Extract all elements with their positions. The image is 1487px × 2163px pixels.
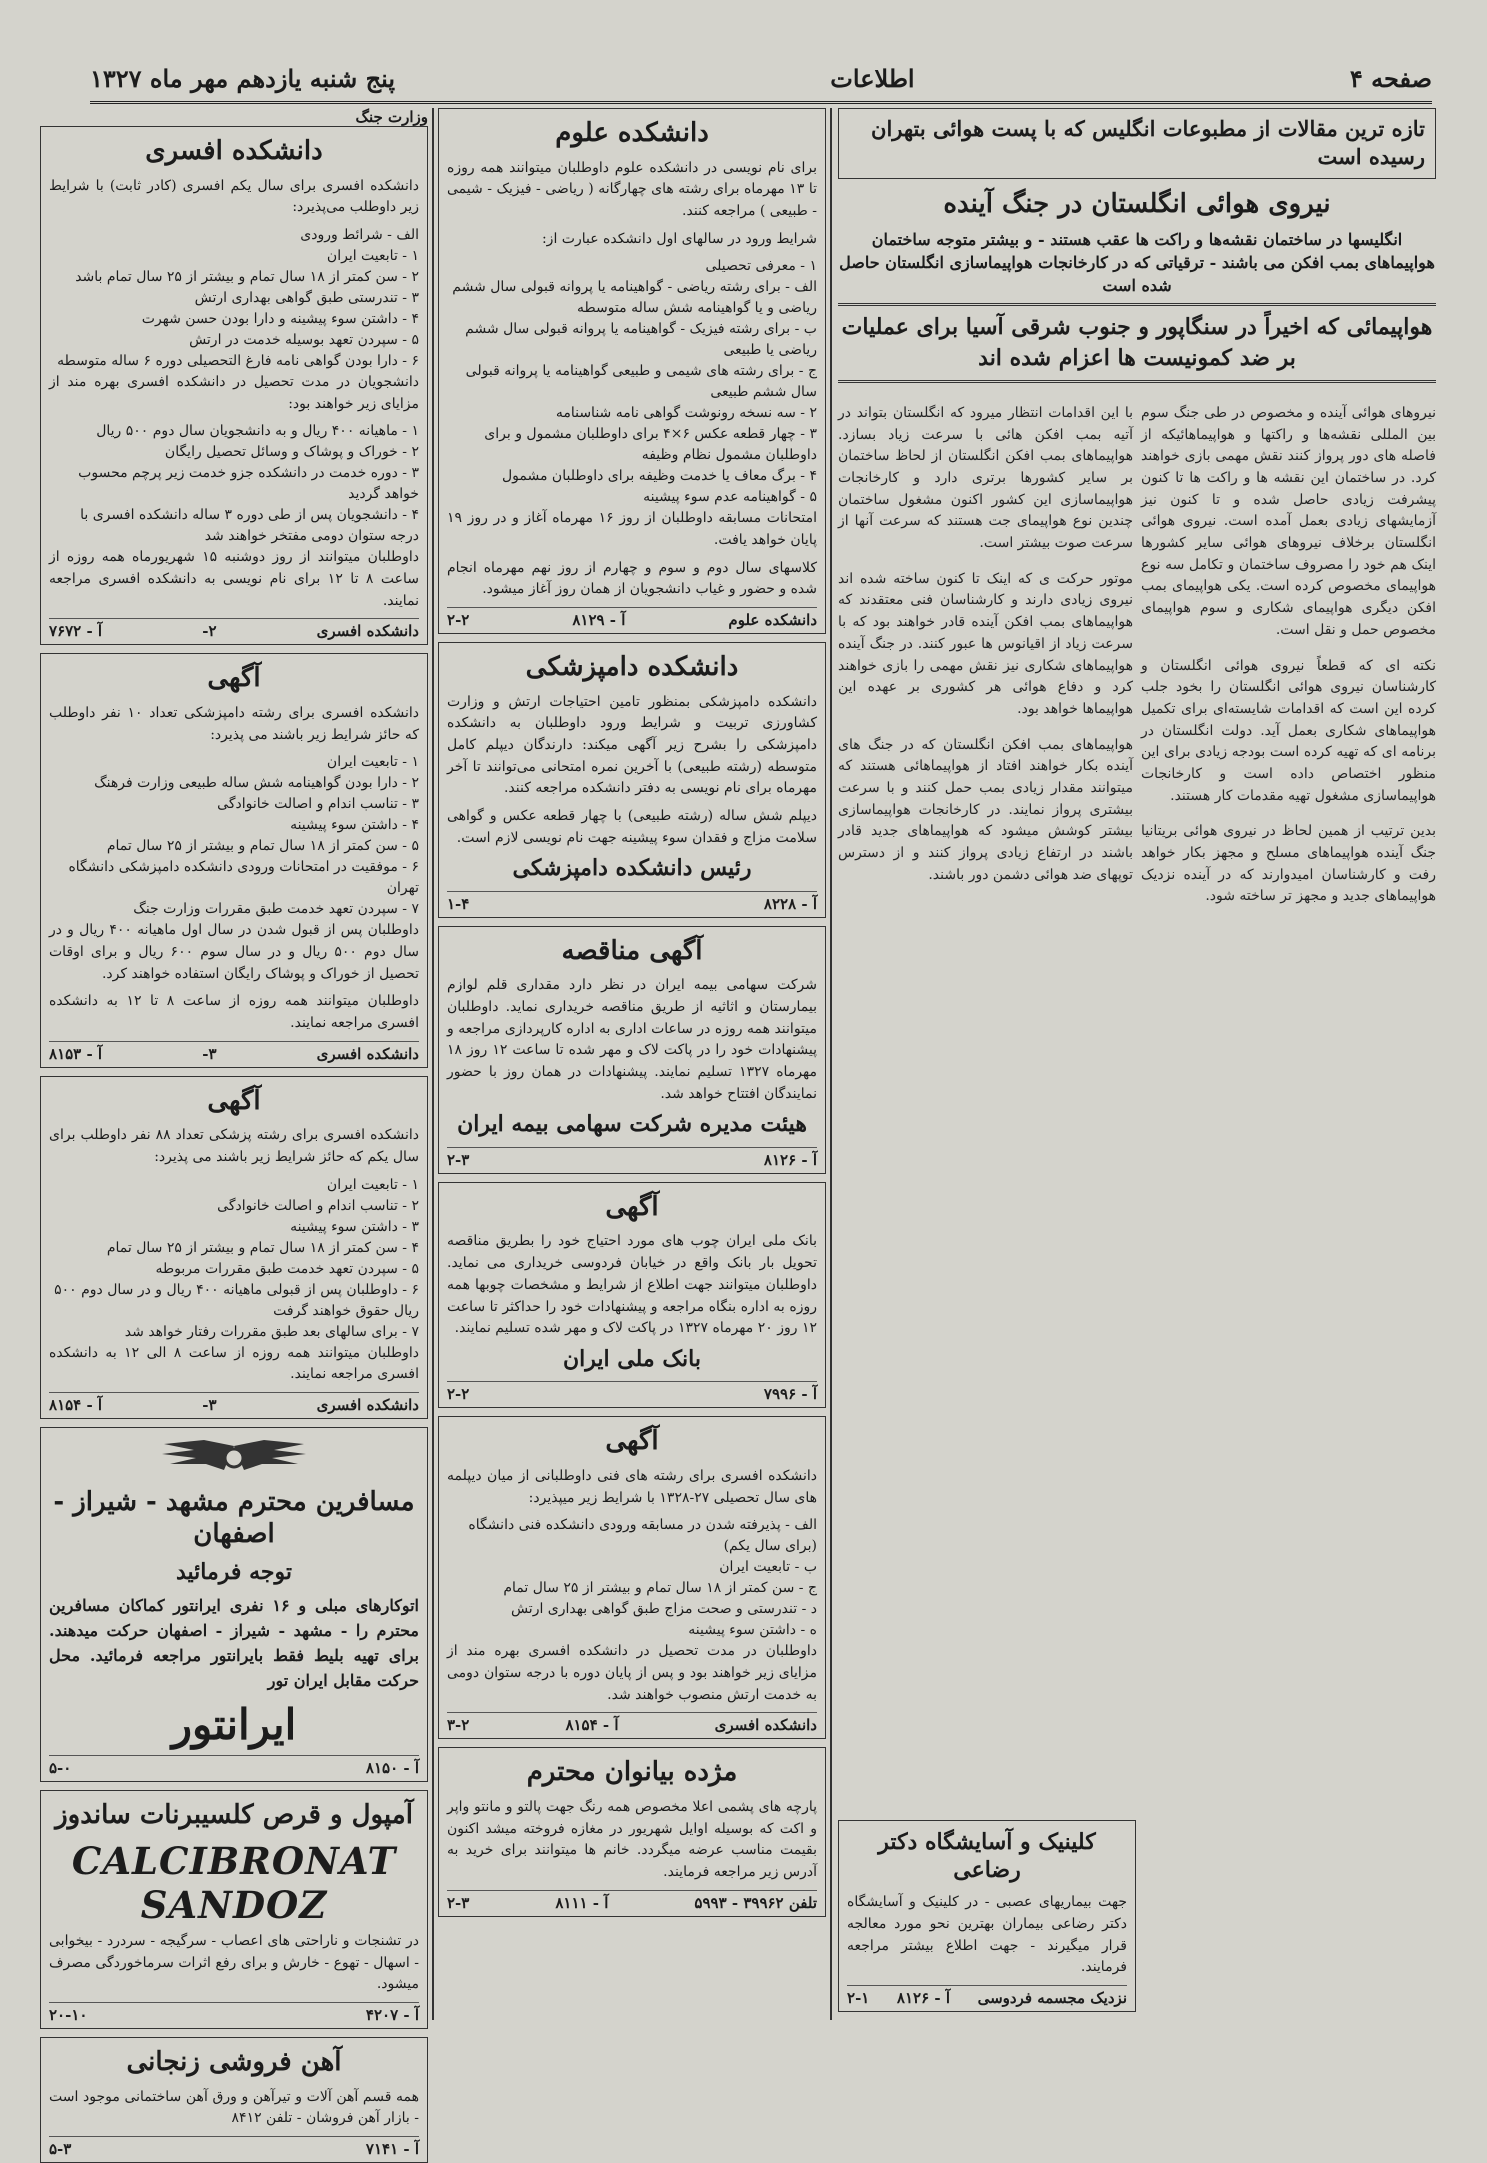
officer-mid-sign: دانشکده افسری [714, 1716, 817, 1735]
list-item: ۲ - سه نسخه رونوشت گواهی نامه شناسنامه [555, 405, 817, 422]
congrats-code: آ - ۸۱۱۱ [555, 1893, 609, 1912]
notice2-title: آگهی [207, 1085, 261, 1116]
science-school-note: کلاسهای سال دوم و سوم و چهارم از روز نهم مهرماه انجام شده و حضور و غیاب دانشجویان از همان روز آغاز میشود. [447, 559, 817, 598]
list-item: ۲ - تناسب اندام و اصالت خانوادگی [217, 1197, 419, 1214]
column-rule [432, 108, 434, 2020]
list-item: ۴ - برگ معاف یا خدمت وظیفه برای داوطلبان مشمول [501, 468, 817, 485]
divider [838, 380, 1436, 383]
list-item: ۶ - دارا بودن گواهی نامه فارغ التحصیلی دوره ۶ ساله متوسطه [57, 352, 419, 369]
congrats-footer [447, 1890, 817, 1912]
ministry-label: وزارت جنگ [355, 108, 428, 126]
clinic-ad-footer [847, 1985, 1127, 2007]
iranitour-brand: ایرانتور [171, 1699, 297, 1749]
notice1-tag: ۳- [202, 1044, 217, 1063]
list-item: ۶ - داوطلبان پس از قبولی ماهیانه ۴۰۰ ریال و در سال دوم ۵۰۰ ریال حقوق خواهند گرفت [54, 1281, 419, 1319]
tender-footer [447, 1147, 817, 1169]
clinic-ad-body: جهت بیماریهای عصبی - در کلینیک و آسایشگاه دکتر رضاعی بیماران بهترین نحو مورد معالجه قرار میگیرند - جهت اطلاع بیشتر مراجعه فرمایند. [847, 1894, 1127, 1976]
congrats-tag: ۲-۳ [447, 1893, 470, 1912]
tender-body: شرکت سهامی بیمه ایران در نظر دارد مقداری قلم لوازم بیمارستان و اثاثیه از طریق مناقصه خریداری نماید. داوطلبان میتوانند همه روزه در ساعات اداری به اداره کارپردازی مراجعه و پیشنهادات خود را در پاکت لاک و مهر شده تا ساعت ۱۲ روز ۱۸ مهرماه ۱۳۲۷ تسلیم نمایند. پیشنهادات در همان روز با حضور نمایندگان افتتاح خواهد شد. [447, 977, 818, 1102]
list-item: ۵ - سپردن تعهد بوسیله خدمت در ارتش [189, 331, 419, 348]
calcibronat-tag: ۲۰-۱۰ [49, 2006, 88, 2025]
iron-body: همه قسم آهن آلات و تیرآهن و ورق آهن ساختمانی موجود است - بازار آهن فروشان - تلفن ۸۴۱۲ [49, 2088, 419, 2127]
officer-mid-title: آگهی [605, 1426, 659, 1457]
officer-mid-tag: ۳-۲ [447, 1716, 470, 1735]
article-subhead: انگلیسها در ساختمان نقشه‌ها و راکت ها عقب هستند - و بیشتر متوجه ساختمان هواپیماهای بمب افکن می باشند - ترقیاتی که در کارخانجات هواپیماسازی انگلستان حاصل شده است [839, 229, 1435, 296]
list-item: ۳ - تناسب اندام و اصالت خانوادگی [217, 796, 419, 813]
travel-subtitle: توجه فرمائید [176, 1558, 292, 1585]
article-kicker: تازه ترین مقالات از مطبوعات انگلیس که با پست هوائی بتهران رسیده است [838, 108, 1436, 179]
list-item: ۷ - سپردن تعهد خدمت طبق مقررات وزارت جنگ [133, 901, 419, 918]
clinic-ad-address: نزدیک مجسمه فردوسی [977, 1989, 1127, 2007]
notice2-footer [49, 1392, 419, 1414]
calcibronat-title: آمپول و قرص کلسیبرنات ساندوز [55, 1799, 413, 1830]
officer-mid-body: دانشکده افسری برای رشته های فنی داوطلبانی از میان دیپلمه های سال تحصیلی ۲۷-۱۳۲۸ با شرایط زیر میپذیرد: [447, 1467, 817, 1506]
science-school-ad [438, 108, 826, 634]
travel-ad [40, 1427, 428, 1782]
science-school-footer [447, 607, 817, 629]
notice1-code: آ - ۸۱۵۳ [49, 1044, 103, 1063]
page-header [90, 55, 1432, 104]
science-school-conditions-title: شرایط ورود در سالهای اول دانشکده عبارت از: [541, 230, 817, 247]
article-headline: نیروی هوائی انگلستان در جنگ آینده [943, 188, 1331, 219]
vet-school-body: دانشکده دامپزشکی بمنظور تامین احتیاجات ارتش و وزارت کشاورزی تربیت و شرایط ورود داوطلبان به دانشکده دامپزشکی را بشرح زیر آگهی میکند: دارندگان دیپلم کامل متوسطه (رشته طبیعی) با آخرین نمره امتحانی می‌توانند تا آخر مهرماه برای نام نویسی به دفتر دانشکده مراجعه کنند. [447, 693, 817, 797]
clinic-ad-title: کلینیک و آسایشگاه دکتر رضاعی [878, 1829, 1096, 1883]
list-item: ه - داشتن سوء پیشینه [688, 1622, 817, 1639]
officer-mid-body2: داوطلبان در مدت تحصیل در دانشکده افسری بهره مند از مزایای زیر خواهند بود و پس از پایان دوره با درجه ستوان دومی به خدمت ارتش منصوب خواهند شد. [447, 1643, 817, 1703]
list-item: ۱ - معرفی تحصیلی [705, 258, 817, 275]
list-item: ۲ - سن کمتر از ۱۸ سال تمام و بیشتر از ۲۵ سال تمام باشد [75, 268, 419, 285]
officer-school-body2: دانشجویان در مدت تحصیل در دانشکده افسری بهره مند از مزایای زیر خواهند بود: [49, 373, 419, 412]
tender-tag: ۲-۳ [447, 1150, 470, 1169]
list-item: ج - سن کمتر از ۱۸ سال تمام و بیشتر از ۲۵ سال تمام [503, 1580, 817, 1597]
travel-footer [49, 1755, 419, 1777]
article-paragraph: هواپیماهای بمب افکن انگلستان که در جنگ های آینده بکار خواهند افتاد از هواپیماهائی هستند که میتوانند مقدار زیادی بمب حمل کنند و با سرعت بیشتری پرواز نمایند. در کارخانجات هواپیماسازی بیشتر کوشش میشود که هواپیماهای جدید قادر باشند در ارتفاع زیادی پرواز کنند و از دسترس توپهای ضد هوائی دشمن دور باشند. [838, 736, 1133, 883]
officer-mid-code: آ - ۸۱۵۴ [565, 1716, 619, 1735]
vet-school-sign: رئیس دانشکده دامپزشکی [512, 855, 752, 882]
list-item: ب - برای رشته فیزیک - گواهینامه یا پروانه قبولی سال ششم ریاضی یا طبیعی [465, 321, 817, 359]
list-item: ۵ - سن کمتر از ۱۸ سال تمام و بیشتر از ۲۵ سال تمام [106, 838, 419, 855]
article-paragraph: موتور حرکت ی که اینک تا کنون ساخته شده اند نیروی زیادی دارند و کارشناسان فنی معتقدند که هواپیماهای بمب افکن آینده قادر خواهند بود که با سرعت زیاد از اقیانوس ها عبور کنند. در جنگ آینده هواپیماهای شکاری نیز نقش مهمی را بازی خواهند کرد و دفاع هوائی هر کشوری بر عهده این هواپیماها خواهد بود. [838, 570, 1133, 717]
travel-title: مسافرین محترم مشهد - شیراز - اصفهان [53, 1486, 415, 1550]
congrats-body: پارچه های پشمی اعلا مخصوص همه رنگ جهت پالتو و مانتو واپر و اکت که بوسیله اوایل شهریور در مغازه فروخته میشد اکنون بقیمت مناسب عرضه میگردد. خانم ها میتوانند برای خرید به آدرس زیر مراجعه فرمایند. [447, 1798, 817, 1880]
travel-code: آ - ۸۱۵۰ [365, 1758, 419, 1777]
article-column [1141, 389, 1436, 922]
iron-ad [40, 2037, 428, 2163]
bank-ad-code: آ - ۷۹۹۶ [763, 1385, 817, 1404]
divider [838, 303, 1436, 306]
article-paragraph: با این اقدامات انتظار میرود که انگلستان بتواند در آتیه بمب افکن هائی با سرعت زیاد بسازد. هواپیماهای بمب افکن انگلستان از لحاظ ساختمان بر سایر کشورها برتری دارد و کارخانجات هواپیماسازی این کشور اکنون مشغول ساختمان چندین نوع هواپیمای جت هستند که سرعت آنها از سرعت صوت بیشتر است. [838, 404, 1133, 552]
list-item: ۳ - دوره خدمت در دانشکده جزو خدمت زیر پرچم محسوب خواهد گردید [78, 465, 419, 503]
middle-column [438, 108, 826, 2020]
list-item: ۲ - دارا بودن گواهینامه شش ساله طبیعی وزارت فرهنگ [94, 775, 419, 792]
calcibronat-latin: CALCIBRONAT SANDOZ [71, 1839, 397, 1928]
notice1-body3: داوطلبان میتوانند همه روزه از ساعت ۸ تا ۱۲ به دانشکده افسری مراجعه نمایند. [49, 993, 419, 1031]
list-item: ب - تابعیت ایران [719, 1559, 817, 1576]
paper-name: اطلاعات [830, 63, 915, 93]
tender-ad [438, 926, 826, 1174]
congrats-title: مژده بیانوان محترم [526, 1757, 738, 1788]
officer-school-subhead: الف - شرائط ورودی [300, 226, 419, 243]
notice1-ad [40, 653, 428, 1067]
article-paragraph: نکته ای که قطعاً نیروی هوائی انگلستان و کارشناسان نیروی هوائی انگلستان را بخود جلب کرده این است که اقدامات شایسته‌ای برای تکمیل هواپیماهای شکاری بعمل آید. دولت انگلستان در برنامه ای که تهیه کرده است بودجه زیادی برای این منظور اختصاص داده است و کارخانجات هواپیماسازی مشغول تهیه مقدمات کار هستند. [1141, 657, 1436, 804]
science-school-sign: دانشکده علوم [728, 611, 817, 629]
column-rule [830, 108, 832, 2020]
notice1-body2: داوطلبان پس از قبول شدن در سال اول ماهیانه ۴۰۰ ریال و در سال دوم ۵۰۰ ریال و در سال سوم ۶۰۰ ریال و برای اوقات تحصیل از خوراک و پوشاک رایگان استفاده خواهند کرد. [49, 922, 420, 982]
science-school-intro: برای نام نویسی در دانشکده علوم داوطلبان میتوانند همه روزه تا ۱۳ مهرماه برای رشته های چهارگانه ( ریاضی - فیزیک - شیمی - طبیعی ) مراجعه کنند. [447, 159, 817, 219]
officer-school-title: دانشکده افسری [145, 136, 323, 166]
officer-school-body3: داوطلبان میتوانند از روز دوشنبه ۱۵ شهریورماه همه روزه از ساعت ۸ تا ۱۲ برای نام نویسی به دانشکده افسری مراجعه نمایند. [49, 549, 420, 609]
notice1-body: دانشکده افسری برای رشته دامپزشکی تعداد ۱۰ نفر داوطلب که حائز شرایط زیر باشند می پذیرد: [49, 704, 419, 743]
calcibronat-body: در تشنجات و ناراحتی های اعصاب - سرگیجه - سردرد - بیخوابی - اسهال - تهوع - خارش و برای رفع اثرات سرماخوردگی مصرف میشود. [49, 1933, 419, 1993]
officer-mid-ad [438, 1416, 826, 1739]
list-item: ۴ - داشتن سوء پیشینه [290, 817, 419, 834]
list-item: ۳ - چهار قطعه عکس ۶×۴ برای داوطلبان مشمول و برای داوطلبان مشمول نظام وظیفه [484, 426, 817, 464]
iron-title: آهن فروشی زنجانی [126, 2047, 342, 2078]
winged-logo-icon [49, 1436, 419, 1482]
article-paragraph: نیروهای هوائی آینده و مخصوص در طی جنگ سوم بین المللی نقشه‌ها و راکتها و هواپیماهائیکه از فاصله های دور پرواز کنند نقش مهمی بازی خواهند کرد. در ساختمان این نقشه ها و راکت ها تا کنون پیشرفت زیادی حاصل شده و تا کنون نیز آزمایشهای زیادی بعمل آمده است. نیروی هوائی انگلستان برخلاف نیروهای هوائی سایر کشورها اینک هم خود را مصروف ساختمان و تکامل سه نوع هواپیمای مخصوص کرده است. یکی هواپیمای بمب افکن دیگری هواپیمای شکاری و سوم هواپیمای مخصوص حمل و نقل است. [1141, 404, 1436, 638]
notice1-footer [49, 1041, 419, 1063]
list-item: ۶ - موفقیت در امتحانات ورودی دانشکده دامپزشکی دانشگاه تهران [68, 859, 419, 897]
science-school-tag: ۲-۲ [447, 611, 470, 629]
officer-school-code: آ - ۷۶۷۲ [49, 622, 103, 641]
list-item: ۴ - دانشجویان پس از طی دوره ۳ ساله دانشکده افسری با درجه ستوان دومی مفتخر خواهند شد [80, 507, 419, 545]
list-item: ۱ - تابعیت ایران [326, 247, 419, 264]
article-paragraph: بدین ترتیب از همین لحاظ در نیروی هوائی بریتانیا جنگ آینده هواپیماهای مسلح و مجهز بکار خواهد رفت و کارشناسان امیدوارند که در آینده نزدیک هواپیماهای جدید و مجهز تر ساخته شود. [1141, 823, 1436, 905]
tender-sign: هیئت مدیره شرکت سهامی بیمه ایران [457, 1111, 807, 1138]
vet-school-ad [438, 642, 826, 918]
list-item: الف - برای رشته ریاضی - گواهینامه یا پروانه قبولی سال ششم ریاضی و یا گواهینامه شش ساله متوسطه [452, 279, 817, 317]
vet-school-code: آ - ۸۲۲۸ [763, 894, 817, 913]
clinic-ad-code: آ - ۸۱۲۶ [896, 1989, 950, 2007]
issue-date: پنج شنبه یازدهم مهر ماه ۱۳۲۷ [90, 63, 396, 93]
notice1-sign: دانشکده افسری [316, 1044, 419, 1063]
travel-tag: ۵-۰ [49, 1758, 72, 1777]
officer-school-body: دانشکده افسری برای سال یکم افسری (کادر ثابت) با شرایط زیر داوطلب می‌پذیرد: [49, 177, 419, 216]
bank-ad-title: آگهی [605, 1191, 659, 1222]
clinic-ad-tag: ۲-۱ [847, 1989, 870, 2007]
list-item: ۲ - خوراک و پوشاک و وسائل تحصیل رایگان [164, 444, 419, 461]
bank-ad-sign: بانک ملی ایران [562, 1345, 701, 1372]
notice2-body2: داوطلبان میتوانند همه روزه از ساعت ۸ الی ۱۲ به دانشکده افسری مراجعه نمایند. [49, 1344, 419, 1383]
list-item: الف - پذیرفته شدن در مسابقه ورودی دانشکده فنی دانشگاه (برای سال یکم) [468, 1517, 817, 1555]
page-number: صفحه ۴ [1349, 63, 1432, 93]
list-item: ۴ - سن کمتر از ۱۸ سال تمام و بیشتر از ۲۵ سال تمام [106, 1239, 419, 1256]
list-item: ۱ - ماهیانه ۴۰۰ ریال و به دانشجویان سال دوم ۵۰۰ ریال [96, 423, 419, 440]
article-columns [838, 389, 1436, 922]
notice2-ad [40, 1076, 428, 1419]
officer-school-ad [40, 126, 428, 645]
calcibronat-code: آ - ۴۲۰۷ [365, 2006, 419, 2025]
article-column [838, 389, 1133, 922]
lead-article [838, 108, 1436, 2020]
list-item: د - تندرستی و صحت مزاج طبق گواهی بهداری ارتش [510, 1601, 817, 1618]
officer-school-sign: دانشکده افسری [316, 622, 419, 641]
bank-ad-footer [447, 1381, 817, 1403]
iron-footer [49, 2136, 419, 2158]
list-item: ۳ - تندرستی طبق گواهی بهداری ارتش [194, 289, 419, 306]
officer-school-footer [49, 618, 419, 640]
vet-school-tag: ۱-۴ [447, 894, 470, 913]
iron-tag: ۵-۳ [49, 2140, 72, 2158]
science-school-code: آ - ۸۱۲۹ [572, 611, 626, 629]
notice2-code: آ - ۸۱۵۴ [49, 1395, 103, 1414]
officer-mid-footer [447, 1712, 817, 1734]
list-item: ۳ - داشتن سوء پیشینه [290, 1218, 419, 1235]
officer-school-tag: ۲- [202, 622, 217, 641]
list-item: ج - برای رشته های شیمی و طبیعی گواهینامه یا پروانه قبولی سال ششم طبیعی [465, 363, 817, 401]
list-item: ۵ - گواهینامه عدم سوء پیشینه [643, 489, 817, 506]
tender-code: آ - ۸۱۲۶ [763, 1150, 817, 1169]
science-school-title: دانشکده علوم [555, 118, 709, 148]
list-item: ۱ - تابعیت ایران [326, 1176, 419, 1193]
notice1-title: آگهی [207, 663, 261, 694]
list-item: ۷ - برای سالهای بعد طبق مقررات رفتار خواهد شد [124, 1323, 419, 1340]
iron-code: آ - ۷۱۴۱ [365, 2140, 419, 2158]
vet-school-note: دیپلم شش ساله (رشته طبیعی) با چهار قطعه عکس و گواهی سلامت مزاج و فقدان سوء پیشینه جهت نام نویسی لازم است. [447, 807, 817, 846]
science-school-exam: امتحانات مسابقه داوطلبان از روز ۱۶ مهرماه آغاز و در روز ۱۹ پایان خواهد یافت. [447, 510, 817, 548]
notice2-sign: دانشکده افسری [316, 1395, 419, 1414]
bank-ad-tag: ۲-۲ [447, 1385, 470, 1404]
clinic-ad [838, 1820, 1136, 2012]
bank-ad-body: بانک ملی ایران چوب های مورد احتیاج خود را بطریق مناقصه تحویل بار بانک واقع در خیابان فردوسی خریداری می نماید. داوطلبان میتوانند جهت اطلاع از شرایط و مشخصات چوبها همه روزه به اداره بنگاه مراجعه و پیشنهادات خود را حداکثر تا ساعت ۱۲ روز ۲۰ مهرماه ۱۳۲۷ در پاکت لاک و مهر شده تسلیم نمایند. [447, 1233, 817, 1337]
vet-school-footer [447, 891, 817, 913]
calcibronat-ad [40, 1790, 428, 2030]
list-item: ۱ - تابعیت ایران [326, 754, 419, 771]
notice2-tag: ۳- [202, 1395, 217, 1414]
left-column [40, 108, 428, 2158]
congrats-phone: تلفن ۳۹۹۶۲ - ۵۹۹۳ [694, 1893, 817, 1912]
travel-body: اتوکارهای مبلی و ۱۶ نفری ایرانتور کماکان مسافرین محترم را - مشهد - شیراز - اصفهان حرکت میدهند. برای تهیه بلیط فقط بایرانتور مراجعه فرمائید. محل حرکت مقابل ایران تور [49, 1596, 420, 1690]
list-item: ۴ - داشتن سوء پیشینه و دارا بودن حسن شهرت [141, 310, 419, 327]
calcibronat-footer [49, 2002, 419, 2024]
tender-title: آگهی مناقصه [561, 935, 703, 966]
bank-ad [438, 1182, 826, 1408]
list-item: ۵ - سپردن تعهد خدمت طبق مقررات مربوطه [155, 1260, 419, 1277]
vet-school-title: دانشکده دامپزشکی [525, 652, 739, 682]
article-headline-secondary: هواپیمائی که اخیراً در سنگاپور و جنوب شرقی آسیا برای عملیات بر ضد کمونیست ها اعزام شده اند [841, 314, 1433, 372]
notice2-body: دانشکده افسری برای رشته پزشکی تعداد ۸۸ نفر داوطلب برای سال یکم که حائز شرایط زیر باشند می پذیرد: [49, 1127, 419, 1165]
congrats-ad [438, 1747, 826, 1916]
